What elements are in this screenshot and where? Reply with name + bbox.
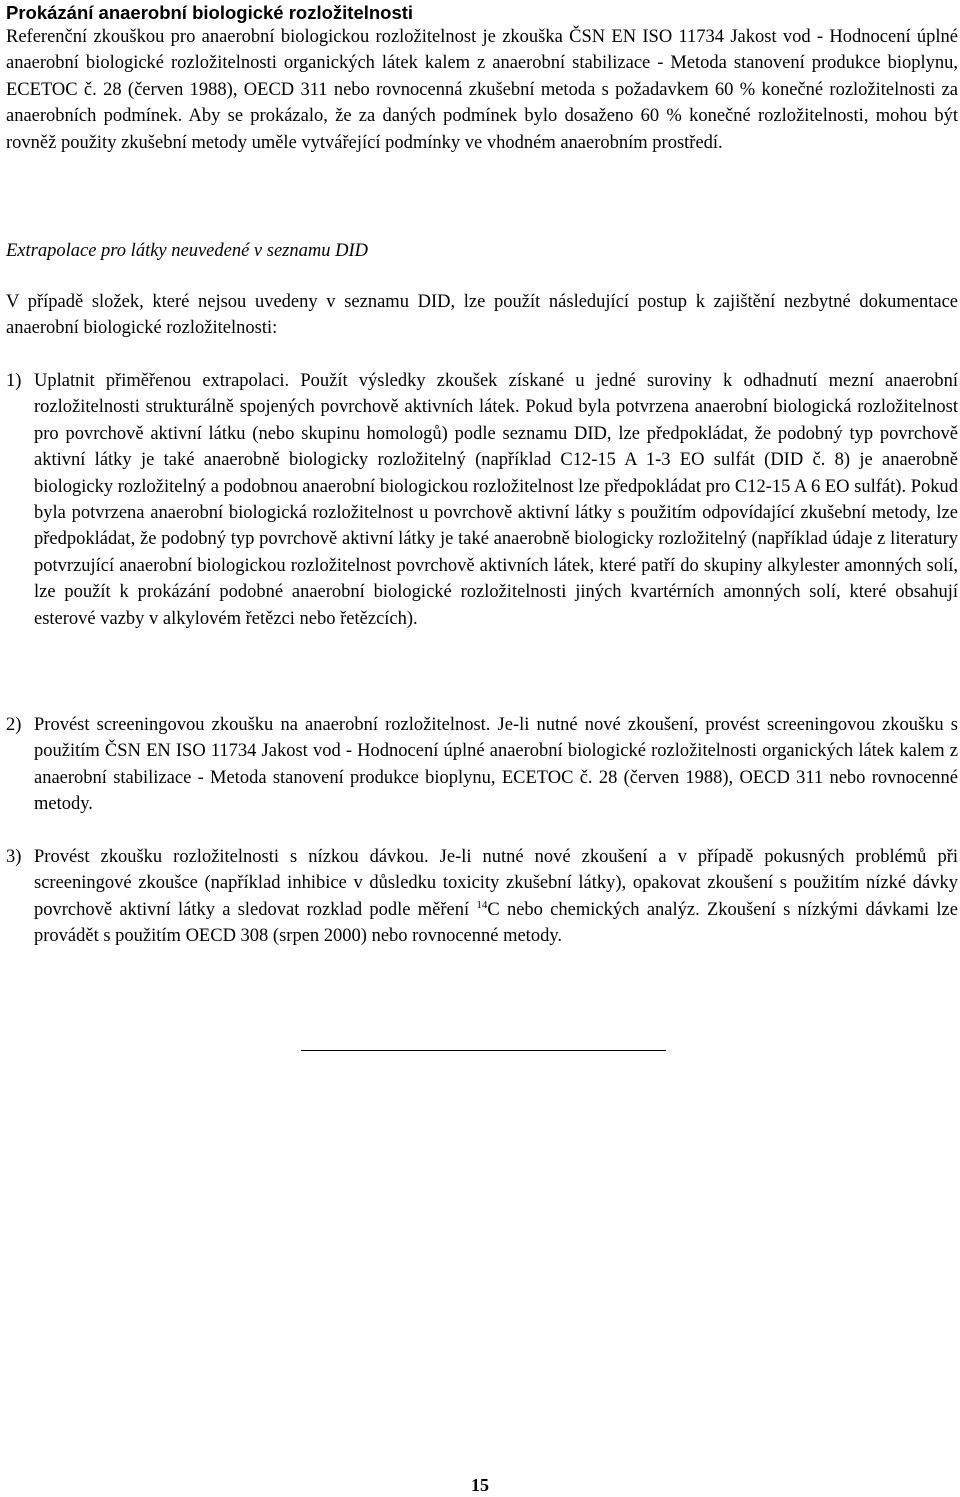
footnote-separator — [301, 1050, 666, 1051]
page-number: 15 — [471, 1475, 489, 1495]
list-item-2 — [6, 712, 958, 818]
lead-paragraph: V případě složek, které nejsou uvedeny v seznamu DID, lze použít následující postup k zajištění nezbytné dokumentace anaerobní biologické rozložitelnosti: — [6, 292, 958, 339]
list-item-3 — [6, 844, 958, 950]
isotope-superscript: 14 — [476, 898, 488, 911]
list-item-text: Uplatnit přiměřenou extrapolaci. Použít výsledky zkoušek získané u jedné suroviny k odhadnutí mezní anaerobní rozložitelnosti strukturálně spojených povrchově aktivních látek. Pokud byla potvrzena anaerobní biologická rozložitelnost pro povrchově aktivní látku (nebo skupinu homologů) podle seznamu DID, lze předpokládat, že podobný typ povrchově aktivní látky je také anaerobně biologicky rozložitelný (například C12-15 A 1-3 EO sulfát (DID č. 8) je anaerobně biologicky rozložitelný a podobnou anaerobní biologickou rozložitelnost lze předpokládat pro C12-15 A 6 EO sulfát). Pokud byla potvrzena anaerobní biologická rozložitelnost u povrchově aktivní látky s použitím odpovídající zkušební metody, lze předpokládat, že podobný typ povrchově aktivní látky je také anaerobně biologicky rozložitelný (například údaje z literatury potvrzující anaerobní biologickou rozložitelnost povrchově aktivních látek, které patří do skupiny alkylester amonných solí, lze použít k prokázání podobné anaerobní biologické rozložitelnosti jiných kvartérních amonných solí, které obsahují esterové vazby v alkylovém řetězci nebo řetězcích). — [34, 371, 958, 629]
list-item-number: 3) — [6, 847, 22, 867]
list-item-1 — [6, 368, 958, 632]
list-item-text-before: Provést zkoušku rozložitelnosti s nízkou dávkou. Je-li nutné nové zkoušení a v případě pokusných problémů při screeningové zkoušce (například inhibice v důsledku toxicity zkušební látky), opakovat zkoušení s použitím nízké dávky povrchově aktivní látky a sledovat rozklad podle měření — [34, 847, 958, 920]
section-heading: Prokázání anaerobní biologické rozložitelnosti — [6, 2, 414, 23]
list-item-text-after: C nebo chemických analýz. Zkoušení s nízkými dávkami lze provádět s použitím OECD 308 (srpen 2000) nebo rovnocenné metody. — [34, 899, 958, 947]
list-item-number: 1) — [6, 371, 22, 391]
list-item-text: Provést screeningovou zkoušku na anaerobní rozložitelnost. Je-li nutné nové zkoušení, provést screeningovou zkoušku s použitím ČSN EN ISO 11734 Jakost vod - Hodnocení úplné anaerobní biologické rozložitelnosti organických látek kalem z anaerobní stabilizace - Metoda stanovení produkce bioplynu, ECETOC č. 28 (červen 1988), OECD 311 nebo rovnocenné metody. — [34, 715, 958, 815]
subheading: Extrapolace pro látky neuvedené v seznamu DID — [6, 241, 368, 261]
list-item-number: 2) — [6, 715, 22, 735]
list-item-text — [34, 844, 958, 950]
intro-paragraph: Referenční zkouškou pro anaerobní biologickou rozložitelnost je zkouška ČSN EN ISO 11734 Jakost vod - Hodnocení úplné anaerobní biologické rozložitelnosti organických látek kalem z anaerobní stabilizace - Metoda stanovení produkce bioplynu, ECETOC č. 28 (červen 1988), OECD 311 nebo rovnocenná zkušební metoda s požadavkem 60 % konečné rozložitelnosti za anaerobních podmínek. Aby se prokázalo, že za daných podmínek bylo dosaženo 60 % konečné rozložitelnosti, mohou být rovněž použity zkušební metody uměle vytvářející podmínky ve vhodném anaerobním prostředí. — [6, 27, 958, 153]
